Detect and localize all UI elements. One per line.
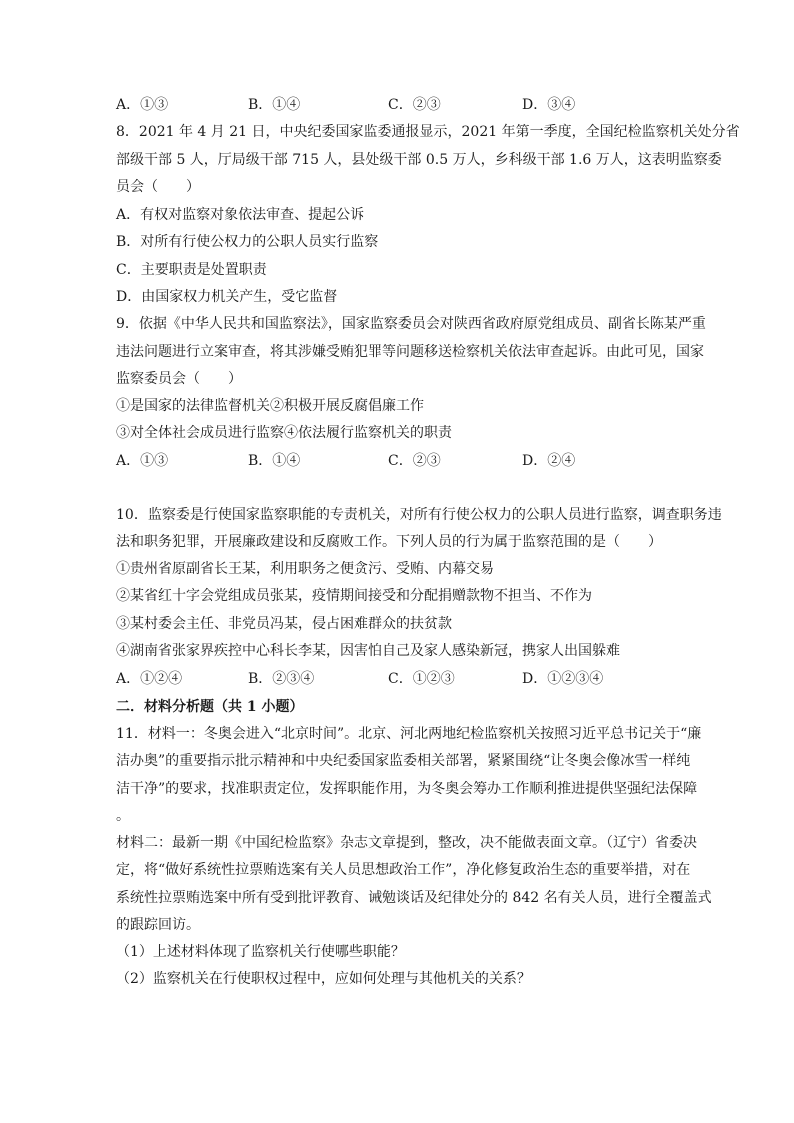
q10-option-b: B．②③④	[248, 671, 315, 687]
q11-material1-line-1: 11．材料一：冬奥会进入“北京时间”。北京、河北两地纪检监察机关按照习近平总书记关于“廉	[116, 726, 702, 742]
q11-material2-line-4: 的跟踪回访。	[116, 917, 200, 933]
q8-choice-c: C．主要职责是处置职责	[116, 262, 267, 278]
q10-option-a: A．①②④	[116, 671, 183, 687]
q11-question-1: （1）上述材料体现了监察机关行使哪些职能？	[116, 944, 405, 960]
q9-stem-line-1: 9．依据《中华人民共和国监察法》，国家监察委员会对陕西省政府原党组成员、副省长陈某严重	[116, 316, 706, 332]
q9-item-line-1: ①是国家的法律监督机关②积极开展反腐倡廉工作	[116, 398, 424, 414]
q11-question-2: （2）监察机关在行使职权过程中，应如何处理与其他机关的关系？	[116, 971, 531, 987]
q10-item-4: ④湖南省张家界疾控中心科长李某，因害怕自己及家人感染新冠，携家人出国躲难	[116, 643, 620, 659]
q9-options	[116, 450, 716, 472]
q8-stem-line-3: 员会（ ）	[116, 179, 200, 195]
q7-option-c: C．②③	[388, 97, 441, 113]
q7-option-b: B．①④	[248, 97, 301, 113]
q11-material2-line-3: 系统性拉票贿选案中所有受到批评教育、诫勉谈话及纪律处分的 842 名有关人员，进行全覆盖式	[116, 890, 712, 906]
q9-stem-line-2: 违法问题进行立案审查，将其涉嫌受贿犯罪等问题移送检察机关依法审查起诉。由此可见，国家	[116, 344, 704, 360]
q10-item-1: ①贵州省原副省长王某，利用职务之便贪污、受贿、内幕交易	[116, 561, 494, 577]
q9-option-d: D．②④	[522, 453, 576, 469]
q11-material2-line-1: 材料二：最新一期《中国纪检监察》杂志文章提到，整改，决不能做表面文章。（辽宁）省委决	[116, 835, 697, 851]
q7-options	[116, 94, 716, 116]
q9-option-a: A．①③	[116, 453, 169, 469]
q7-option-a: A．①③	[116, 97, 169, 113]
q11-material1-line-3: 洁干净”的要求，找准职责定位，发挥职能作用，为冬奥会筹办工作顺利推进提供坚强纪法保障	[116, 781, 698, 797]
q11-material1-line-2: 洁办奥”的重要指示批示精神和中央纪委国家监委相关部署，紧紧围绕“让冬奥会像冰雪一样纯	[116, 753, 691, 769]
q7-option-d: D．③④	[522, 97, 576, 113]
q8-stem-line-1: 8．2021 年 4 月 21 日，中央纪委国家监委通报显示，2021 年第一季度，全国纪检监察机关处分省	[116, 124, 740, 140]
q8-choice-d: D．由国家权力机关产生，受它监督	[116, 289, 338, 305]
q10-stem-line-2: 法和职务犯罪，开展廉政建设和反腐败工作。下列人员的行为属于监察范围的是（ ）	[116, 534, 662, 550]
q10-item-2: ②某省红十字会党组成员张某，疫情期间接受和分配捐赠款物不担当、不作为	[116, 588, 592, 604]
q8-stem-line-2: 部级干部 5 人，厅局级干部 715 人，县处级干部 0.5 万人，乡科级干部 1.6 万人，这表明监察委	[116, 152, 722, 168]
q10-options	[116, 668, 716, 690]
q9-item-line-2: ③对全体社会成员进行监察④依法履行监察机关的职责	[116, 425, 452, 441]
q10-option-d: D．①②③④	[522, 671, 604, 687]
q9-option-b: B．①④	[248, 453, 301, 469]
q10-option-c: C．①②③	[388, 671, 455, 687]
q8-choice-b: B．对所有行使公权力的公职人员实行监察	[116, 234, 379, 250]
q10-item-3: ③某村委会主任、非党员冯某，侵占困难群众的扶贫款	[116, 616, 452, 632]
q9-option-c: C．②③	[388, 453, 441, 469]
q11-material1-line-4: 。	[116, 808, 130, 824]
q11-material2-line-2: 定，将“做好系统性拉票贿选案有关人员思想政治工作”，净化修复政治生态的重要举措，对在	[116, 862, 691, 878]
q9-stem-line-3: 监察委员会（ ）	[116, 371, 242, 387]
q10-stem-line-1: 10．监察委是行使国家监察职能的专责机关，对所有行使公权力的公职人员进行监察，调查职务违	[116, 507, 722, 523]
q8-choice-a: A．有权对监察对象依法审查、提起公诉	[116, 207, 365, 223]
section-2-heading: 二．材料分析题（共 1 小题）	[116, 699, 304, 715]
